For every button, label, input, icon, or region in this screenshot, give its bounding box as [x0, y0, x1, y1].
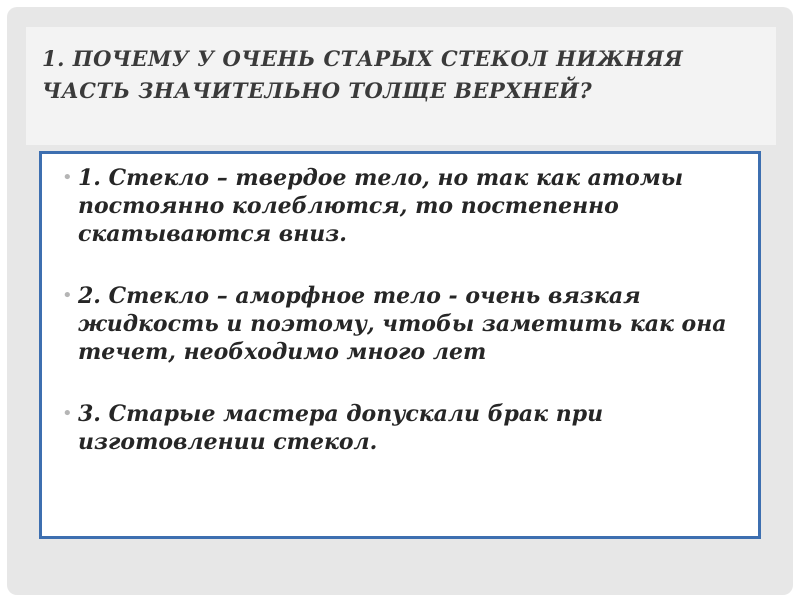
bullet-dot-icon: •	[62, 403, 73, 424]
bullet-item	[62, 164, 736, 248]
bullet-dot-icon: •	[62, 167, 73, 188]
bullet-item	[62, 400, 736, 456]
content-box	[39, 151, 761, 539]
bullet-dot-icon: •	[62, 285, 73, 306]
bullet-list	[62, 164, 736, 490]
bullet-item	[62, 282, 736, 366]
slide	[7, 7, 793, 595]
slide-title: 1. ПОЧЕМУ У ОЧЕНЬ СТАРЫХ СТЕКОЛ НИЖНЯЯ ЧАСТЬ ЗНАЧИТЕЛЬНО ТОЛЩЕ ВЕРХНЕЙ?	[42, 46, 684, 103]
bullet-text: 2. Стекло – аморфное тело - очень вязкая жидкость и поэтому, чтобы заметить как она течет, необходимо много лет	[78, 283, 727, 365]
bullet-text: 3. Старые мастера допускали брак при изготовлении стекол.	[78, 401, 604, 455]
bullet-text: 1. Стекло – твердое тело, но так как атомы постоянно колеблются, то постепенно скатываются вниз.	[78, 165, 684, 247]
